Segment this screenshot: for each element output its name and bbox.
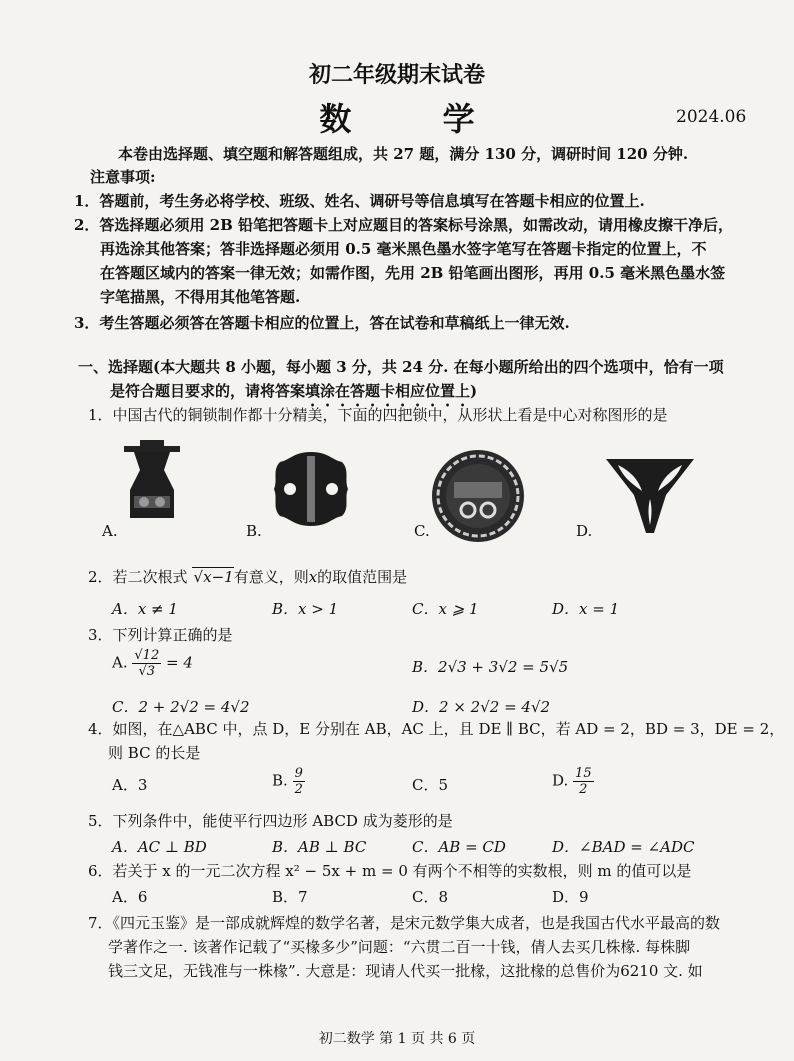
q5-option-a: A．AC ⊥ BD (112, 838, 207, 856)
q3-option-a: A. $\frac{√12}{√3}$ = 4 (112, 648, 193, 679)
q1-option-c: C. (414, 522, 430, 540)
subject-title: 数 学 (319, 100, 515, 138)
q3-option-c: C．2 + 2√2 = 4√2 (112, 698, 250, 716)
exam-title: 初二年级期末试卷 (308, 62, 485, 88)
q1-option-b: B. (246, 522, 262, 540)
q4-option-b: B. $\frac{9}{2}$ (272, 766, 303, 797)
q1-option-d: D. (576, 522, 593, 540)
note-line: 3．考生答题必须答在答题卡相应的位置上，答在试卷和草稿纸上一律无效. (74, 314, 570, 332)
q6-option-b: B．7 (272, 888, 308, 906)
q5-stem: 5．下列条件中，能使平行四边形 ABCD 成为菱形的是 (88, 812, 453, 830)
lock-b-image (270, 448, 352, 530)
q1-stem: 1．中国古代的铜锁制作都十分精美，下面的四把锁中，从形状上看是中心对称图形的是 (88, 406, 668, 424)
note-line: 字笔描黑，不得用其他笔答题. (100, 288, 301, 306)
q4-option-c: C．5 (412, 776, 449, 794)
note-line: 1．答题前，考生务必将学校、班级、姓名、调研号等信息填写在答题卡相应的位置上. (74, 192, 645, 210)
q3-stem: 3．下列计算正确的是 (88, 626, 233, 644)
q4-stem: 4．如图，在△ABC 中，点 D，E 分别在 AB，AC 上，且 DE ∥ BC，若 AD = 2，BD = 3，DE = 2， (88, 720, 785, 738)
intro-text: 本卷由选择题、填空题和解答题组成，共 27 题，满分 130 分，调研时间 120 分钟. (118, 145, 689, 163)
q4-option-a: A．3 (112, 776, 148, 794)
q3-option-b: B．2√3 + 3√2 = 5√5 (412, 658, 569, 676)
section1-heading-cont: 是符合题目要求的，请将答案填涂在答题卡相应位置上) (110, 382, 478, 400)
q4-option-d: D. $\frac{15}{2}$ (552, 766, 592, 797)
exam-date: 2024.06 (676, 107, 747, 127)
q5-option-d: D．∠BAD = ∠ADC (552, 838, 695, 856)
q3-option-d: D．2 × 2√2 = 4√2 (412, 698, 551, 716)
q6-stem: 6．若关于 x 的一元二次方程 x² − 5x + m = 0 有两个不相等的实数根，则 m 的值可以是 (88, 862, 692, 880)
q2-stem: 2．若二次根式 √x−1有意义，则x的取值范围是 (88, 568, 408, 586)
lock-d-image (604, 455, 696, 535)
lock-c-image (430, 448, 526, 544)
q1-option-a: A. (102, 522, 118, 540)
note-line: 在答题区域内的答案一律无效；如需作图，先用 2B 铅笔画出图形，再用 0.5 毫米黑色墨水签 (100, 264, 726, 282)
notes-title: 注意事项: (90, 168, 156, 186)
q7-stem-cont: 钱三文足，无钱准与一株椽”. 大意是：现请人代买一批椽，这批椽的总售价为6210 文. 如 (108, 962, 703, 980)
q2-option-b: B．x > 1 (272, 600, 339, 618)
q2-option-a: A．x ≠ 1 (112, 600, 178, 618)
q6-option-c: C．8 (412, 888, 449, 906)
note-line: 再选涂其他答案；答非选择题必须用 0.5 毫米黑色墨水签字笔写在答题卡指定的位置上，不 (100, 240, 707, 258)
q2-option-c: C．x ⩾ 1 (412, 600, 479, 618)
q7-stem-cont: 学著作之一. 该著作记载了“买椽多少”问题：“六贯二百一十钱，倩人去买几株椽. 每株脚 (108, 938, 691, 956)
q6-option-d: D．9 (552, 888, 589, 906)
q7-stem: 7．《四元玉鉴》是一部成就辉煌的数学名著，是宋元数学集大成者，也是我国古代水平最高的数 (88, 914, 721, 932)
page-footer: 初二数学 第 1 页 共 6 页 (318, 1031, 476, 1047)
section1-heading: 一、选择题(本大题共 8 小题，每小题 3 分，共 24 分. 在每小题所给出的四个选项中，恰有一项 (78, 358, 724, 376)
q2-option-d: D．x = 1 (552, 600, 620, 618)
q4-stem-cont: 则 BC 的长是 (108, 744, 201, 762)
q5-option-b: B．AB ⊥ BC (272, 838, 367, 856)
q5-option-c: C．AB = CD (412, 838, 506, 856)
note-line: 2．答选择题必须用 2B 铅笔把答题卡上对应题目的答案标号涂黑，如需改动，请用橡皮擦干净后， (74, 216, 734, 234)
lock-a-image (120, 440, 184, 524)
q6-option-a: A．6 (112, 888, 148, 906)
